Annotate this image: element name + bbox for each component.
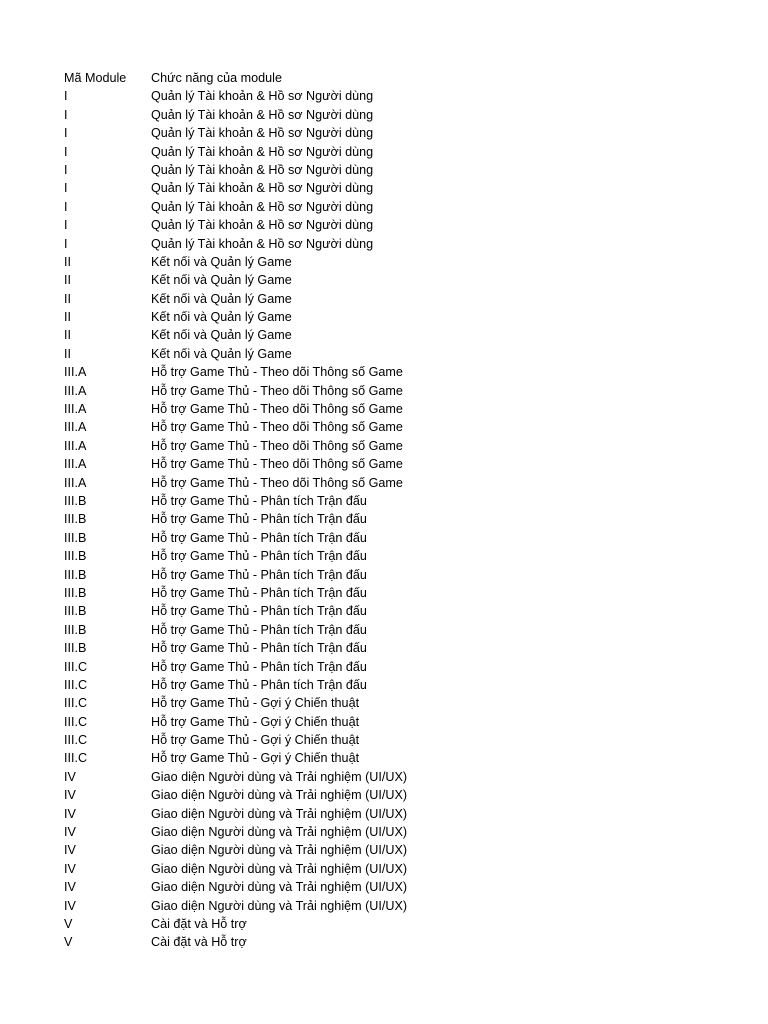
- table-row: [64, 768, 407, 786]
- module-function-cell: Giao diện Người dùng và Trải nghiệm (UI/UX): [151, 806, 408, 821]
- table-row: [64, 161, 407, 179]
- module-function-cell: Hỗ trợ Game Thủ - Phân tích Trận đấu: [151, 512, 367, 527]
- module-function-cell: Giao diện Người dùng và Trải nghiệm (UI/UX): [151, 880, 408, 895]
- module-function-cell: Hỗ trợ Game Thủ - Phân tích Trận đấu: [151, 530, 367, 545]
- module-code-cell: I: [64, 162, 68, 177]
- table-row: [64, 694, 407, 712]
- module-function-cell: Hỗ trợ Game Thủ - Phân tích Trận đấu: [151, 659, 367, 674]
- table-row: [64, 106, 407, 124]
- module-code-cell: III.B: [64, 622, 87, 637]
- module-code-cell: III.A: [64, 457, 87, 472]
- module-function-cell: Quản lý Tài khoản & Hồ sơ Người dùng: [151, 181, 374, 196]
- module-function-cell: Hỗ trợ Game Thủ - Phân tích Trận đấu: [151, 677, 367, 692]
- table-row: [64, 731, 407, 749]
- table-row: [64, 474, 407, 492]
- module-function-cell: Hỗ trợ Game Thủ - Gợi ý Chiến thuật: [151, 714, 360, 729]
- module-code-cell: III.B: [64, 549, 87, 564]
- table-row: [64, 584, 407, 602]
- module-function-cell: Quản lý Tài khoản & Hồ sơ Người dùng: [151, 218, 374, 233]
- table-row: [64, 492, 407, 510]
- table-row: [64, 602, 407, 620]
- module-code-cell: III.B: [64, 567, 87, 582]
- module-code-cell: II: [64, 346, 71, 361]
- table-row: [64, 418, 407, 436]
- module-function-cell: Hỗ trợ Game Thủ - Theo dõi Thông số Game: [151, 383, 403, 398]
- module-function-cell: Hỗ trợ Game Thủ - Phân tích Trận đấu: [151, 493, 367, 508]
- module-code-cell: III.B: [64, 493, 87, 508]
- table-row: [64, 860, 407, 878]
- module-function-cell: Hỗ trợ Game Thủ - Gợi ý Chiến thuật: [151, 696, 360, 711]
- module-function-cell: Giao diện Người dùng và Trải nghiệm (UI/UX): [151, 898, 408, 913]
- module-function-cell: Hỗ trợ Game Thủ - Theo dõi Thông số Game: [151, 420, 403, 435]
- module-code-cell: IV: [64, 898, 76, 913]
- header-row: [64, 69, 407, 87]
- module-code-cell: II: [64, 273, 71, 288]
- module-function-cell: Giao diện Người dùng và Trải nghiệm (UI/UX): [151, 825, 408, 840]
- table-row: [64, 639, 407, 657]
- header-function: Chức năng của module: [151, 71, 282, 85]
- module-table: [64, 69, 407, 952]
- table-row: [64, 510, 407, 528]
- module-code-cell: I: [64, 181, 68, 196]
- module-function-cell: Kết nối và Quản lý Game: [151, 254, 292, 269]
- module-code-cell: III.B: [64, 530, 87, 545]
- module-code-cell: III.A: [64, 475, 87, 490]
- module-function-cell: Hỗ trợ Game Thủ - Phân tích Trận đấu: [151, 585, 367, 600]
- module-code-cell: I: [64, 218, 68, 233]
- table-row: [64, 823, 407, 841]
- table-row: [64, 658, 407, 676]
- module-function-cell: Giao diện Người dùng và Trải nghiệm (UI/UX): [151, 788, 408, 803]
- module-code-cell: V: [64, 935, 73, 950]
- module-function-cell: Giao diện Người dùng và Trải nghiệm (UI/UX): [151, 843, 408, 858]
- module-code-cell: III.B: [64, 512, 87, 527]
- module-function-cell: Cài đặt và Hỗ trợ: [151, 916, 247, 931]
- table-row: [64, 143, 407, 161]
- module-code-cell: II: [64, 291, 71, 306]
- module-function-cell: Kết nối và Quản lý Game: [151, 346, 292, 361]
- module-code-cell: IV: [64, 769, 76, 784]
- module-code-cell: I: [64, 107, 68, 122]
- module-function-cell: Quản lý Tài khoản & Hồ sơ Người dùng: [151, 107, 374, 122]
- module-function-cell: Cài đặt và Hỗ trợ: [151, 935, 247, 950]
- module-code-cell: III.C: [64, 677, 88, 692]
- table-row: [64, 897, 407, 915]
- table-row: [64, 455, 407, 473]
- table-row: [64, 87, 407, 105]
- module-code-cell: III.A: [64, 383, 87, 398]
- table-row: [64, 749, 407, 767]
- module-code-cell: I: [64, 199, 68, 214]
- table-row: [64, 345, 407, 363]
- module-function-cell: Kết nối và Quản lý Game: [151, 310, 292, 325]
- table-row: [64, 621, 407, 639]
- module-function-cell: Hỗ trợ Game Thủ - Phân tích Trận đấu: [151, 622, 367, 637]
- module-code-cell: IV: [64, 861, 76, 876]
- table-row: [64, 676, 407, 694]
- module-code-cell: III.A: [64, 438, 87, 453]
- module-function-cell: Kết nối và Quản lý Game: [151, 273, 292, 288]
- module-code-cell: IV: [64, 806, 76, 821]
- module-code-cell: I: [64, 144, 68, 159]
- table-row: [64, 841, 407, 859]
- table-row: [64, 271, 407, 289]
- module-code-cell: II: [64, 328, 71, 343]
- module-function-cell: Quản lý Tài khoản & Hồ sơ Người dùng: [151, 126, 374, 141]
- module-function-cell: Kết nối và Quản lý Game: [151, 328, 292, 343]
- module-code-cell: III.B: [64, 641, 87, 656]
- table-row: [64, 124, 407, 142]
- table-row: [64, 253, 407, 271]
- module-function-cell: Giao diện Người dùng và Trải nghiệm (UI/UX): [151, 861, 408, 876]
- table-row: [64, 547, 407, 565]
- module-code-cell: III.C: [64, 733, 88, 748]
- table-row: [64, 308, 407, 326]
- table-row: [64, 216, 407, 234]
- table-row: [64, 933, 407, 951]
- table-row: [64, 326, 407, 344]
- module-function-cell: Hỗ trợ Game Thủ - Theo dõi Thông số Game: [151, 457, 403, 472]
- module-function-cell: Hỗ trợ Game Thủ - Phân tích Trận đấu: [151, 567, 367, 582]
- table-row: [64, 786, 407, 804]
- module-function-cell: Hỗ trợ Game Thủ - Theo dõi Thông số Game: [151, 365, 403, 380]
- module-code-cell: IV: [64, 825, 76, 840]
- module-code-cell: V: [64, 916, 73, 931]
- module-code-cell: II: [64, 310, 71, 325]
- table-row: [64, 805, 407, 823]
- module-function-cell: Hỗ trợ Game Thủ - Phân tích Trận đấu: [151, 641, 367, 656]
- module-code-cell: III.A: [64, 365, 87, 380]
- module-function-cell: Hỗ trợ Game Thủ - Theo dõi Thông số Game: [151, 475, 403, 490]
- module-code-cell: III.B: [64, 585, 87, 600]
- module-function-cell: Quản lý Tài khoản & Hồ sơ Người dùng: [151, 89, 374, 104]
- module-code-cell: III.A: [64, 402, 87, 417]
- table-row: [64, 566, 407, 584]
- module-code-cell: I: [64, 236, 68, 251]
- module-function-cell: Giao diện Người dùng và Trải nghiệm (UI/UX): [151, 769, 408, 784]
- module-function-cell: Hỗ trợ Game Thủ - Theo dõi Thông số Game: [151, 438, 403, 453]
- module-code-cell: IV: [64, 843, 76, 858]
- table-row: [64, 382, 407, 400]
- module-code-cell: II: [64, 254, 71, 269]
- module-code-cell: IV: [64, 880, 76, 895]
- table-row: [64, 363, 407, 381]
- module-code-cell: III.C: [64, 696, 88, 711]
- table-body: [64, 87, 407, 951]
- module-function-cell: Hỗ trợ Game Thủ - Gợi ý Chiến thuật: [151, 751, 360, 766]
- module-code-cell: III.C: [64, 751, 88, 766]
- table-row: [64, 400, 407, 418]
- table-row: [64, 437, 407, 455]
- module-function-cell: Quản lý Tài khoản & Hồ sơ Người dùng: [151, 162, 374, 177]
- table-row: [64, 713, 407, 731]
- module-code-cell: I: [64, 89, 68, 104]
- module-function-cell: Kết nối và Quản lý Game: [151, 291, 292, 306]
- module-function-cell: Hỗ trợ Game Thủ - Phân tích Trận đấu: [151, 549, 367, 564]
- table-row: [64, 198, 407, 216]
- table-row: [64, 878, 407, 896]
- table-row: [64, 529, 407, 547]
- module-function-cell: Quản lý Tài khoản & Hồ sơ Người dùng: [151, 199, 374, 214]
- module-function-cell: Hỗ trợ Game Thủ - Gợi ý Chiến thuật: [151, 733, 360, 748]
- header-code: Mã Module: [64, 71, 127, 85]
- table-row: [64, 179, 407, 197]
- module-code-cell: IV: [64, 788, 76, 803]
- table-row: [64, 235, 407, 253]
- table-row: [64, 290, 407, 308]
- module-code-cell: III.C: [64, 714, 88, 729]
- module-function-cell: Quản lý Tài khoản & Hồ sơ Người dùng: [151, 144, 374, 159]
- module-function-cell: Quản lý Tài khoản & Hồ sơ Người dùng: [151, 236, 374, 251]
- module-function-cell: Hỗ trợ Game Thủ - Phân tích Trận đấu: [151, 604, 367, 619]
- module-code-cell: III.A: [64, 420, 87, 435]
- module-code-cell: III.B: [64, 604, 87, 619]
- module-code-cell: III.C: [64, 659, 88, 674]
- module-code-cell: I: [64, 126, 68, 141]
- module-function-cell: Hỗ trợ Game Thủ - Theo dõi Thông số Game: [151, 402, 403, 417]
- table-row: [64, 915, 407, 933]
